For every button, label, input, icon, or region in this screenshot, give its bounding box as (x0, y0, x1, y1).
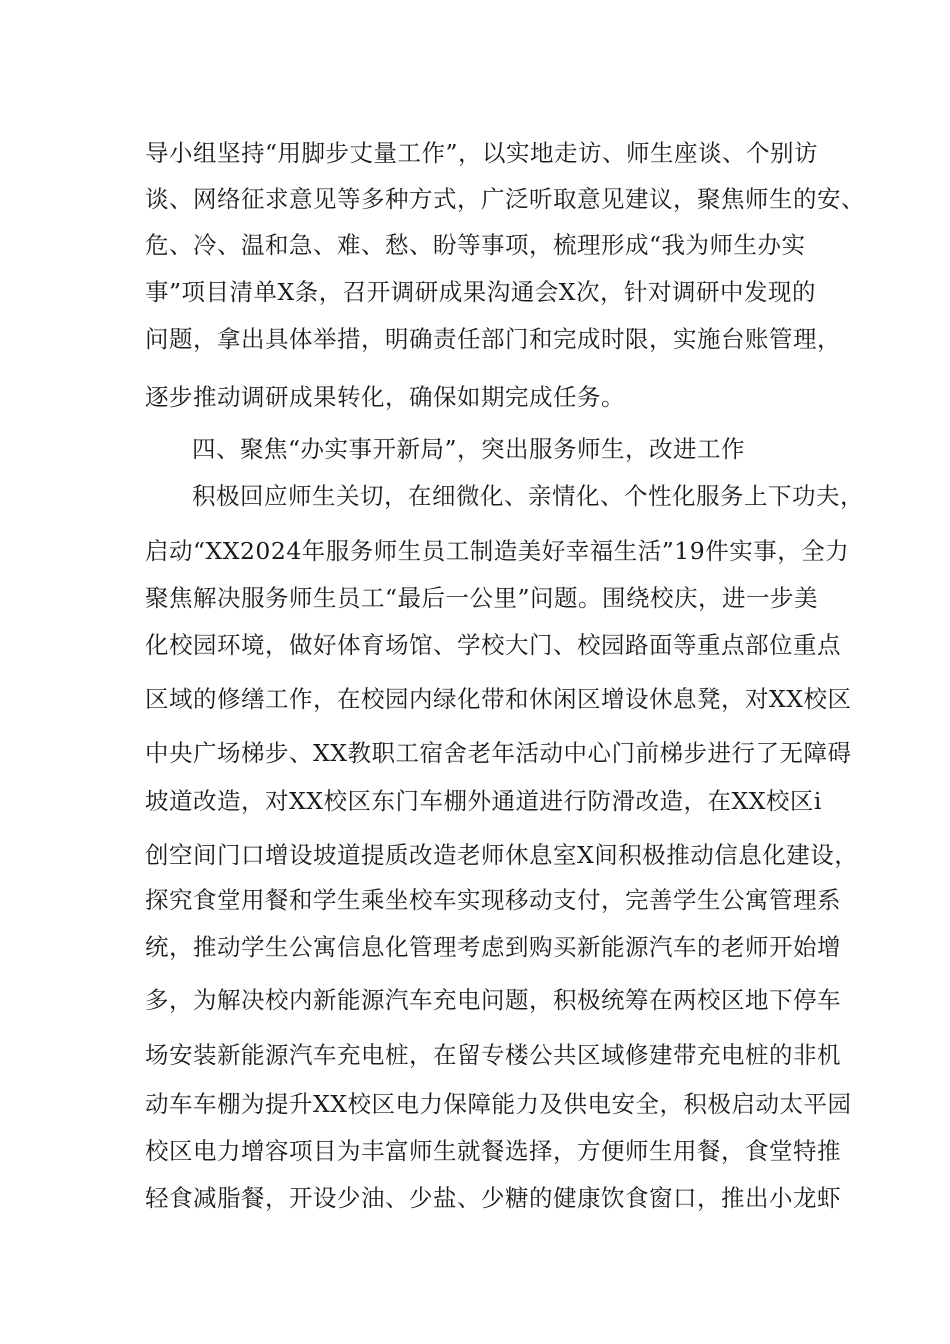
paragraph-line: 轻食减脂餐，开设少油、少盐、少糖的健康饮食窗口，推出小龙虾 (145, 1184, 841, 1212)
paragraph-line: 区域的修缮工作，在校园内绿化带和休闲区增设休息凳，对XX校区 (145, 685, 852, 713)
paragraph-line: 积极回应师生关切，在细微化、亲情化、个性化服务上下功夫， (192, 482, 864, 510)
paragraph-line: 统，推动学生公寓信息化管理考虑到购买新能源汽车的老师开始增 (145, 933, 841, 961)
paragraph-line: 危、冷、温和急、难、愁、盼等事项，梳理形成“我为师生办实 (145, 231, 806, 259)
paragraph-line: 中央广场梯步、XX教职工宿舍老年活动中心门前梯步进行了无障碍 (145, 739, 852, 767)
paragraph-line: 导小组坚持“用脚步丈量工作”，以实地走访、师生座谈、个别访 (145, 139, 819, 167)
paragraph-line: 启动“XX2024年服务师生员工制造美好幸福生活”19件实事，全力 (145, 537, 850, 565)
paragraph-line: 事”项目清单X条，召开调研成果沟通会X次，针对调研中发现的 (145, 278, 816, 306)
paragraph-line: 坡道改造，对XX校区东门车棚外通道进行防滑改造，在XX校区i (145, 787, 822, 815)
paragraph-line: 化校园环境，做好体育场馆、学校大门、校园路面等重点部位重点 (145, 631, 841, 659)
paragraph-line: 场安装新能源汽车充电桩，在留专楼公共区域修建带充电桩的非机 (145, 1041, 841, 1069)
paragraph-line: 逐步推动调研成果转化，确保如期完成任务。 (145, 383, 625, 411)
paragraph-line: 动车车棚为提升XX校区电力保障能力及供电安全，积极启动太平园 (145, 1090, 852, 1118)
paragraph-line: 多，为解决校内新能源汽车充电问题，积极统筹在两校区地下停车 (145, 986, 841, 1014)
paragraph-line: 聚焦解决服务师生员工“最后一公里”问题。围绕校庆，进一步美 (145, 584, 819, 612)
paragraph-line: 探究食堂用餐和学生乘坐校车实现移动支付，完善学生公寓管理系 (145, 886, 841, 914)
paragraph-line: 创空间门口增设坡道提质改造老师休息室X间积极推动信息化建设， (145, 841, 859, 869)
paragraph-line: 谈、网络征求意见等多种方式，广泛听取意见建议，聚焦师生的安、 (145, 185, 865, 213)
paragraph-line: 校区电力增容项目为丰富师生就餐选择，方便师生用餐，食堂特推 (145, 1137, 841, 1165)
paragraph-line: 问题，拿出具体举措，明确责任部门和完成时限，实施台账管理， (145, 325, 841, 353)
section-heading: 四、聚焦“办实事开新局”，突出服务师生，改进工作 (192, 435, 746, 463)
